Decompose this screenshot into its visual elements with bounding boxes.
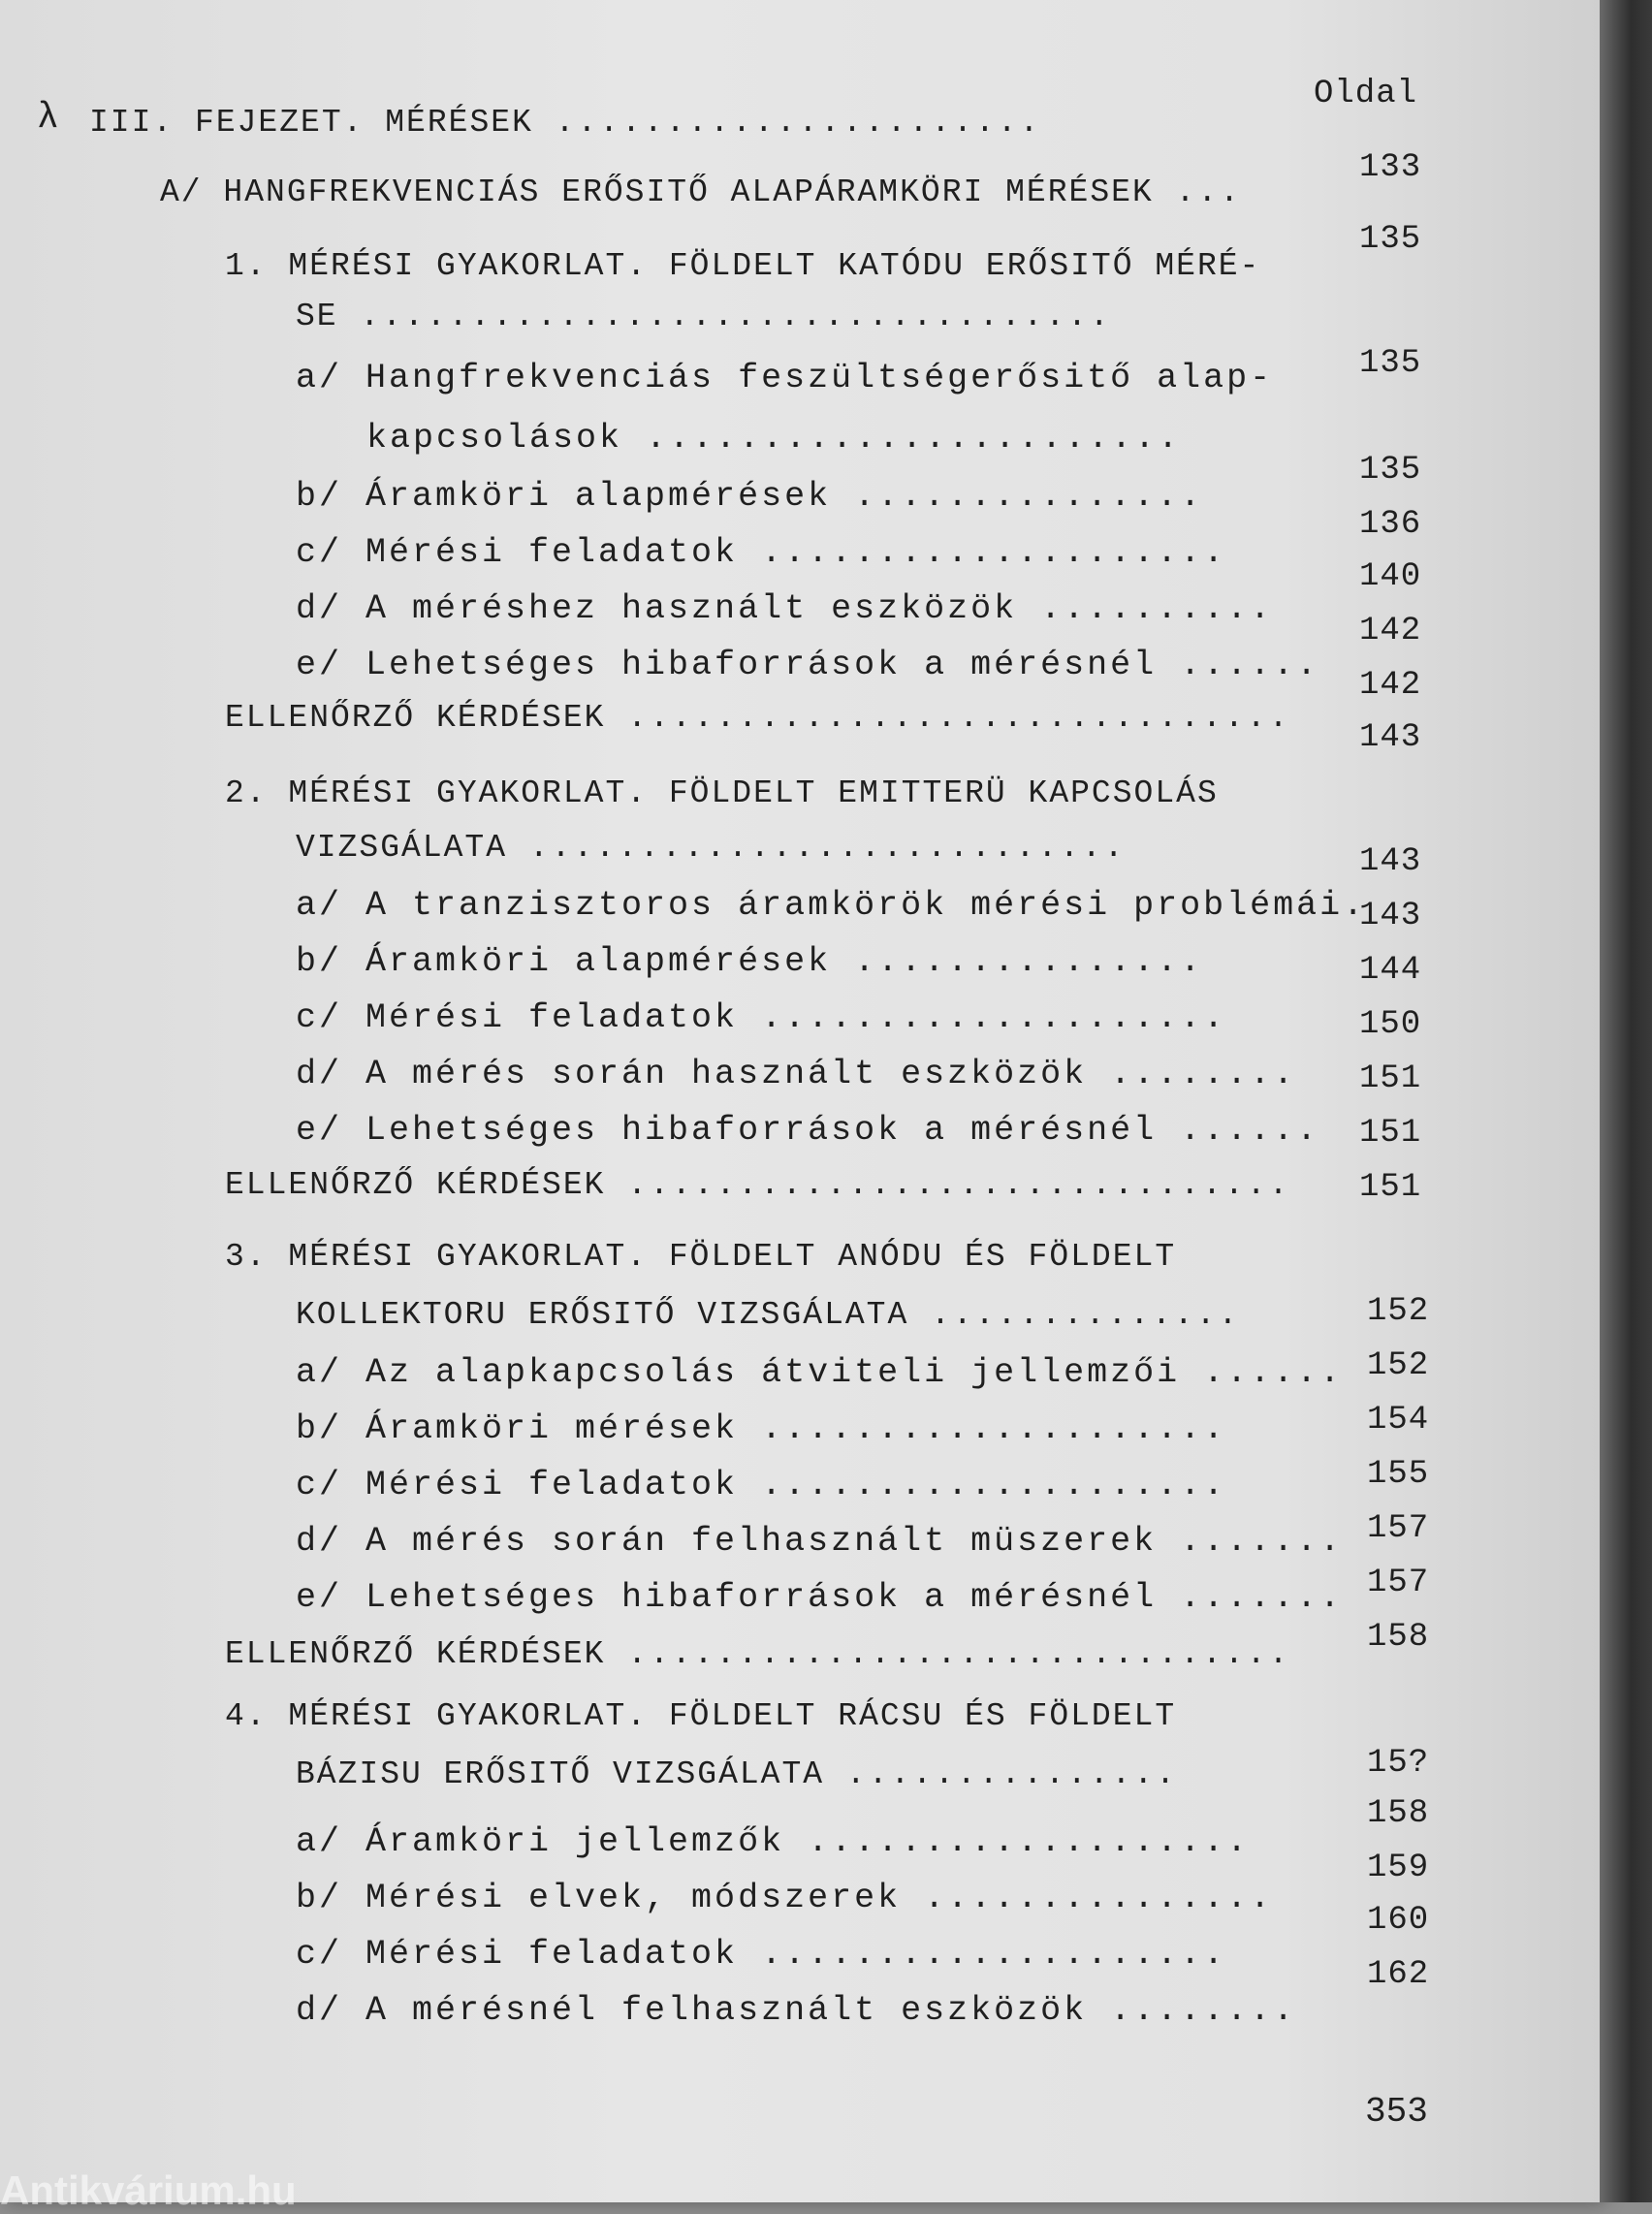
toc-entry: d/ A méréshez használt eszközök .......... bbox=[296, 589, 1274, 628]
handwritten-mark: λ bbox=[37, 97, 59, 139]
toc-entry: a/ A tranzisztoros áramkörök mérési problémái. bbox=[296, 886, 1367, 925]
toc-entry: e/ Lehetséges hibaforrások a mérésnél ...... bbox=[296, 1111, 1320, 1150]
book-spine bbox=[1600, 0, 1652, 2202]
toc-page-number: 157 bbox=[1367, 1565, 1430, 1601]
toc-page-number: 151 bbox=[1359, 1060, 1422, 1097]
page-folio-number: 353 bbox=[1365, 2092, 1428, 2132]
toc-page-number: 135 bbox=[1359, 221, 1422, 258]
toc-entry: c/ Mérési feladatok .................... bbox=[296, 1935, 1227, 1974]
toc-entry: b/ Áramköri alapmérések ............... bbox=[296, 942, 1204, 981]
toc-page-number: 143 bbox=[1359, 898, 1422, 934]
toc-entry: b/ Mérési elvek, módszerek ............... bbox=[296, 1879, 1274, 1917]
toc-page-number: 15? bbox=[1367, 1745, 1430, 1782]
toc-entry: e/ Lehetséges hibaforrások a mérésnél ...... bbox=[296, 646, 1320, 684]
toc-page-number: 160 bbox=[1367, 1902, 1430, 1939]
toc-page-number: 152 bbox=[1367, 1347, 1430, 1384]
page-column-header: Oldal bbox=[1314, 76, 1418, 112]
toc-page-number: 133 bbox=[1359, 149, 1422, 186]
toc-entry: a/ Az alapkapcsolás átviteli jellemzői ...... bbox=[296, 1353, 1344, 1392]
toc-page-number: 136 bbox=[1359, 506, 1422, 543]
toc-page-number: 157 bbox=[1367, 1510, 1430, 1547]
toc-entry: d/ A mérés során felhasznált müszerek ....... bbox=[296, 1522, 1344, 1561]
toc-entry: III. FEJEZET. MÉRÉSEK ...................... bbox=[89, 105, 1042, 141]
toc-page-number: 143 bbox=[1359, 719, 1422, 756]
toc-page-number: 143 bbox=[1359, 843, 1422, 880]
toc-entry: a/ Hangfrekvenciás feszültségerősitő alap- bbox=[296, 359, 1274, 397]
toc-entry: b/ Áramköri alapmérések ............... bbox=[296, 477, 1204, 516]
toc-page-number: 142 bbox=[1359, 613, 1422, 649]
toc-entry: ELLENŐRZŐ KÉRDÉSEK .............................. bbox=[225, 1636, 1291, 1672]
toc-entry: b/ Áramköri mérések .................... bbox=[296, 1409, 1227, 1448]
toc-entry: 4. MÉRÉSI GYAKORLAT. FÖLDELT RÁCSU ÉS FÖLDELT bbox=[225, 1698, 1177, 1734]
toc-page-number: 135 bbox=[1359, 345, 1422, 382]
toc-entry: ELLENŐRZŐ KÉRDÉSEK .............................. bbox=[225, 1167, 1291, 1203]
toc-entry: c/ Mérési feladatok .................... bbox=[296, 533, 1227, 572]
toc-entry: 1. MÉRÉSI GYAKORLAT. FÖLDELT KATÓDU ERŐSITŐ MÉRÉ- bbox=[225, 248, 1261, 284]
toc-page-number: 152 bbox=[1367, 1293, 1430, 1330]
toc-page-number: 150 bbox=[1359, 1006, 1422, 1043]
toc-page-number: 154 bbox=[1367, 1402, 1430, 1439]
toc-page-number: 159 bbox=[1367, 1850, 1430, 1886]
toc-entry: SE .................................. bbox=[296, 299, 1112, 334]
toc-page-number: 142 bbox=[1359, 667, 1422, 704]
toc-page-number: 144 bbox=[1359, 952, 1422, 989]
toc-entry: 2. MÉRÉSI GYAKORLAT. FÖLDELT EMITTERÜ KAPCSOLÁS bbox=[225, 775, 1219, 811]
toc-entry: A/ HANGFREKVENCIÁS ERŐSITŐ ALAPÁRAMKÖRI MÉRÉSEK ... bbox=[160, 174, 1242, 210]
toc-entry: c/ Mérési feladatok .................... bbox=[296, 1466, 1227, 1504]
toc-entry: VIZSGÁLATA ........................... bbox=[296, 830, 1127, 866]
toc-page-number: 151 bbox=[1359, 1115, 1422, 1152]
toc-entry: d/ A mérésnél felhasznált eszközök ........ bbox=[296, 1991, 1297, 2030]
toc-page-number: 158 bbox=[1367, 1795, 1430, 1832]
toc-page-number: 135 bbox=[1359, 452, 1422, 489]
toc-entry: e/ Lehetséges hibaforrások a mérésnél ....... bbox=[296, 1578, 1344, 1617]
toc-entry: KOLLEKTORU ERŐSITŐ VIZSGÁLATA .............. bbox=[296, 1297, 1241, 1333]
toc-page-number: 155 bbox=[1367, 1456, 1430, 1493]
watermark: Antikvárium.hu bbox=[0, 2167, 297, 2213]
toc-page-number: 151 bbox=[1359, 1169, 1422, 1206]
toc-entry: 3. MÉRÉSI GYAKORLAT. FÖLDELT ANÓDU ÉS FÖLDELT bbox=[225, 1239, 1177, 1275]
toc-entry: d/ A mérés során használt eszközök ........ bbox=[296, 1055, 1297, 1093]
toc-entry: c/ Mérési feladatok .................... bbox=[296, 998, 1227, 1037]
toc-entry: a/ Áramköri jellemzők ................... bbox=[296, 1822, 1251, 1861]
toc-page-number: 158 bbox=[1367, 1619, 1430, 1656]
toc-entry: kapcsolások ....................... bbox=[366, 419, 1182, 458]
toc-entry: BÁZISU ERŐSITŐ VIZSGÁLATA ............... bbox=[296, 1756, 1178, 1792]
toc-entry: ELLENŐRZŐ KÉRDÉSEK .............................. bbox=[225, 700, 1291, 736]
toc-page-number: 140 bbox=[1359, 558, 1422, 595]
toc-page-number: 162 bbox=[1367, 1956, 1430, 1993]
